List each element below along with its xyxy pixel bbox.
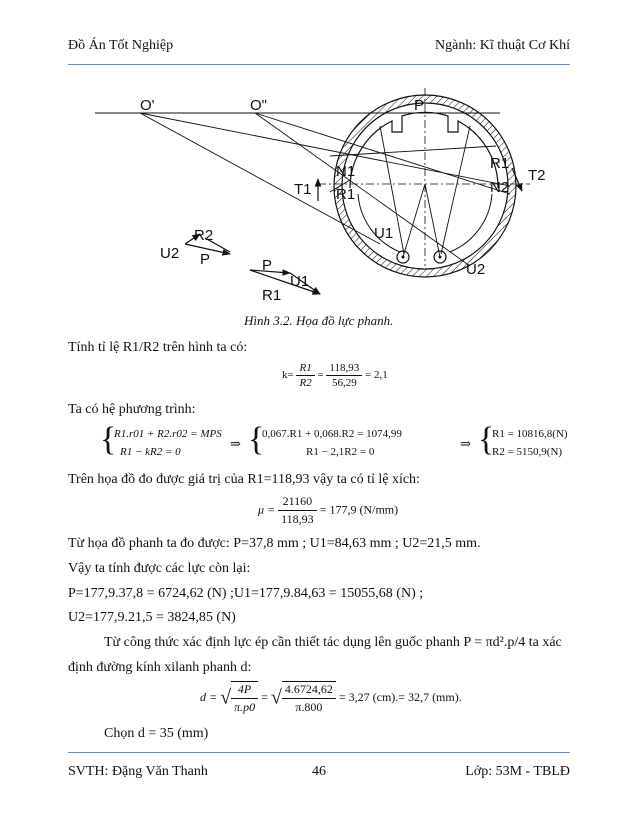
label-r2-left: R2 xyxy=(194,227,214,244)
label-r1-center: R1 xyxy=(262,287,282,304)
text-chosen-d: Chọn d = 35 (mm) xyxy=(104,726,209,741)
label-n1: N1 xyxy=(336,163,356,180)
label-r1-right: R1 xyxy=(490,155,510,172)
k-sym-num: R1 xyxy=(296,362,314,376)
k-symbolic-fraction xyxy=(296,362,314,389)
d-fraction-numeric xyxy=(282,681,336,715)
text-force-p-u1: P=177,9.37,8 = 6724,62 (N) ;U1=177,9.84,63 = 15055,68 (N) ; xyxy=(68,586,424,601)
label-p-top: P xyxy=(414,97,425,114)
equation-k: k= $\frac{R1}{R2}$ = $\frac{118,93}{56,29}$ = 2,1 xyxy=(282,362,388,389)
mu-num: 21160 xyxy=(278,494,317,511)
label-u1-center: U1 xyxy=(290,273,310,290)
mu-lhs: μ = xyxy=(258,502,276,517)
text-formula-intro: Từ công thức xác định lực ép cần thiết tác dụng lên guốc phanh P = πd².p/4 ta xác xyxy=(104,635,562,650)
footer-left: SVTH: Đặng Văn Thanh xyxy=(68,764,208,779)
text-measured: Từ họa đồ phanh ta đo được: P=37,8 mm ; U1=84,63 mm ; U2=21,5 mm. xyxy=(68,536,481,551)
system-c2: R2 = 5150,9(N) xyxy=(492,446,563,458)
footer-right: Lớp: 53M - TBLĐ xyxy=(465,764,570,779)
equation-mu xyxy=(258,494,398,527)
figure-caption: Hình 3.2. Họa đồ lực phanh. xyxy=(244,313,394,328)
page-number: 46 xyxy=(312,764,326,779)
label-p-left: P xyxy=(200,251,211,268)
label-u1: U1 xyxy=(374,225,394,242)
label-u2-right: U2 xyxy=(466,261,486,278)
text-ratio-intro: Tính tỉ lệ R1/R2 trên hình ta có: xyxy=(68,340,248,355)
k-sym-den: R2 xyxy=(299,377,312,389)
d-result: = 3,27 (cm).= 32,7 (mm). xyxy=(338,689,462,704)
system-b1: 0,067.R1 + 0,068.R2 = 1074,99 xyxy=(262,428,402,440)
text-remaining-forces: Vậy ta tính được các lực còn lại: xyxy=(68,561,251,576)
label-n2: N2 xyxy=(490,179,510,196)
k-result: = 2,1 xyxy=(365,369,388,382)
mu-fraction xyxy=(278,494,317,527)
brake-force-diagram xyxy=(0,66,638,316)
d-lhs: d = xyxy=(200,689,218,704)
system-a2: R1 − kR2 = 0 xyxy=(120,446,181,458)
force-triangle-center xyxy=(250,270,320,294)
header-right: Ngành: Kĩ thuật Cơ Khí xyxy=(435,38,570,53)
text-system-intro: Ta có hệ phương trình: xyxy=(68,402,196,417)
k-numeric-fraction xyxy=(326,362,362,389)
label-t1: T1 xyxy=(294,181,312,198)
label-o2: O" xyxy=(250,97,267,114)
text-force-u2: U2=177,9.21,5 = 3824,85 (N) xyxy=(68,610,236,625)
header-left: Đồ Án Tốt Nghiệp xyxy=(68,38,174,53)
system-c1: R1 = 10816,8(N) xyxy=(492,428,568,440)
footer-rule xyxy=(68,752,570,753)
mu-result: = 177,9 (N/mm) xyxy=(319,502,399,517)
label-t2: T2 xyxy=(528,167,546,184)
system-a1: R1.r01 + R2.r02 = MPS xyxy=(114,428,222,440)
k-lhs: k= xyxy=(282,369,294,382)
d-fraction-symbolic xyxy=(231,681,258,715)
label-r1-mid: R1 xyxy=(336,186,356,203)
k-num: 118,93 xyxy=(326,362,362,376)
header-rule xyxy=(68,64,570,65)
equation-system: { R1.r01 + R2.r02 = MPS R1 − kR2 = 0 ⇒ { 0,067.R1 + 0,068.R2 = 1074,99 R1 − 2,1R2 = 0 ⇒ { R1 = 10816,8(N) R2 = 5150,9(N) xyxy=(100,421,568,458)
d-sym-den: π.p0 xyxy=(234,700,256,714)
equation-d: d = √ $\frac{4P}{\pi.p0}$ = √ $\frac{4.6724,62}{\pi.800}$ = 3,27 (cm).= 32,7 (mm). xyxy=(200,682,462,714)
text-scale-intro: Trên họa đồ đo được giá trị của R1=118,93 vậy ta có tỉ lệ xích: xyxy=(68,472,420,487)
system-b2: R1 − 2,1R2 = 0 xyxy=(306,446,375,458)
d-sym-num: 4P xyxy=(231,682,258,699)
d-den: π.800 xyxy=(295,700,323,714)
d-num: 4.6724,62 xyxy=(282,682,336,699)
label-o1: O' xyxy=(140,97,155,114)
label-p-center: P xyxy=(262,257,273,274)
mu-den: 118,93 xyxy=(281,512,314,526)
k-den: 56,29 xyxy=(331,377,357,389)
label-u2-left: U2 xyxy=(160,245,180,262)
text-diameter-intro: định đường kính xilanh phanh d: xyxy=(68,660,252,675)
